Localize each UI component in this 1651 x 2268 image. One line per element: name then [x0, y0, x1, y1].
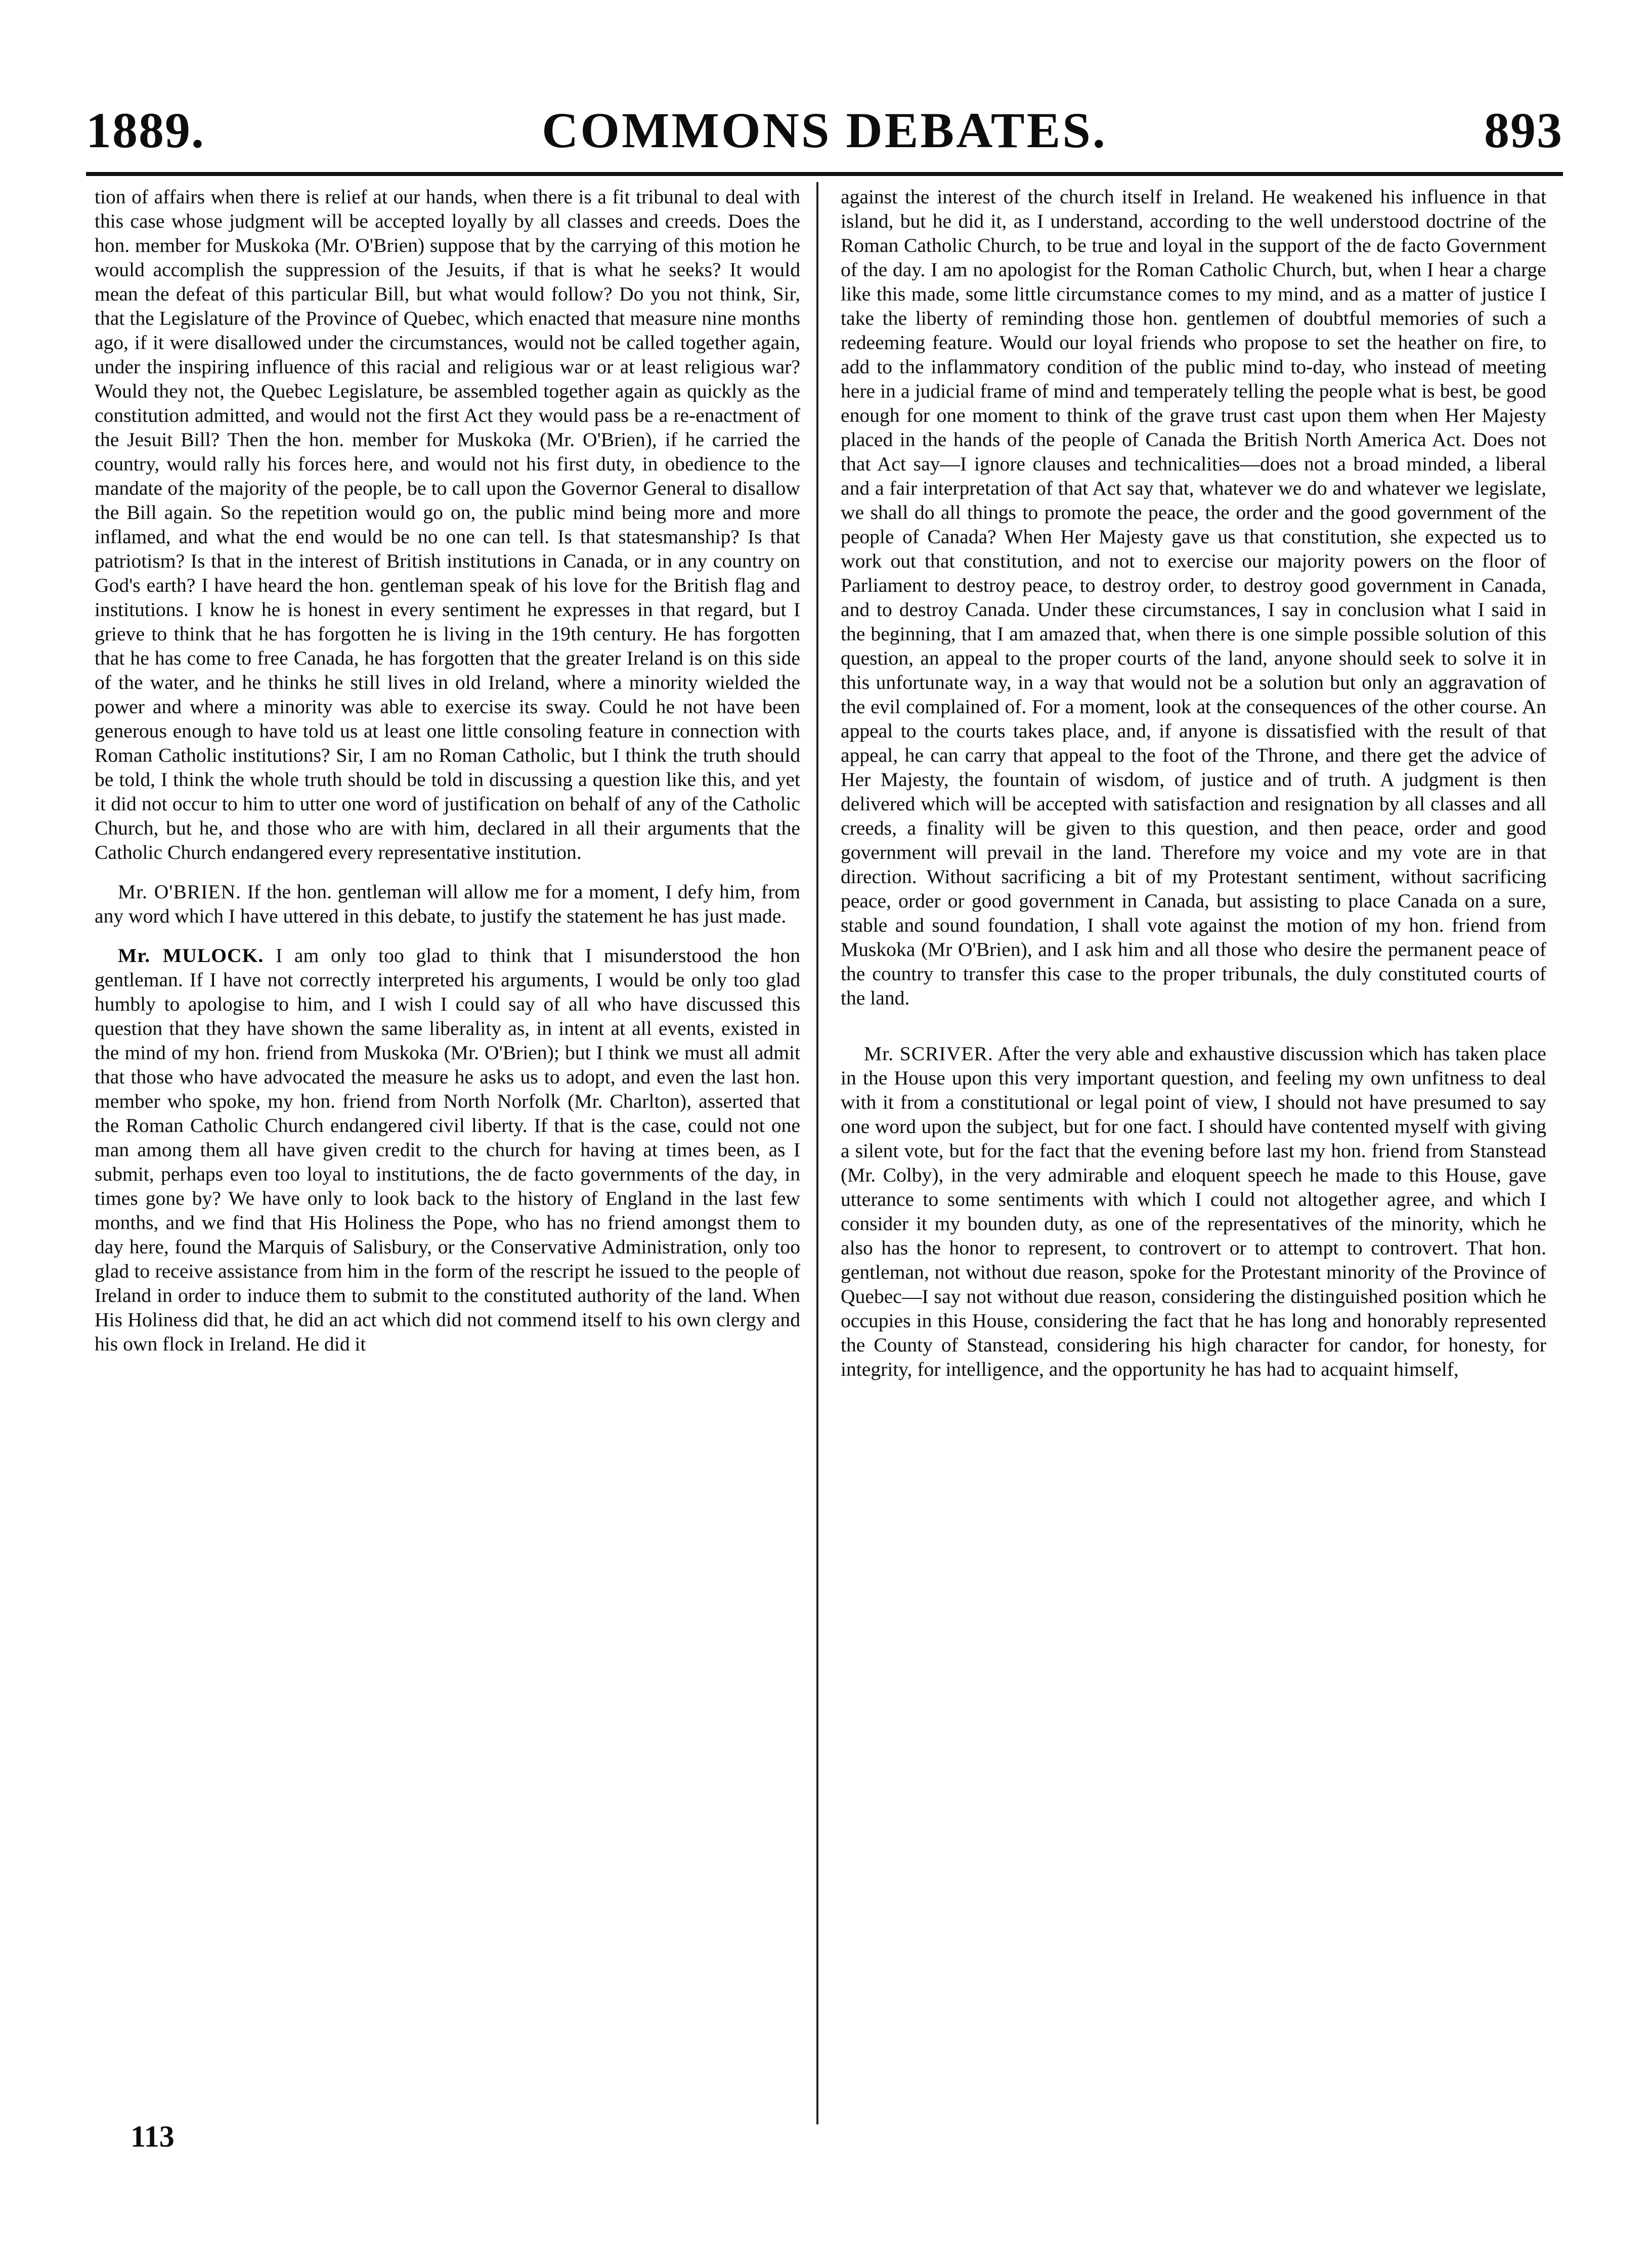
right-column	[841, 185, 1546, 2117]
speaker-obrien: Mr. O'BRIEN.	[118, 881, 242, 903]
signature-mark: 113	[131, 2120, 175, 2153]
header-year: 1889.	[86, 102, 205, 158]
column-divider	[816, 182, 818, 2124]
obrien-text: If the hon. gentleman will allow me for a moment, I defy him, from any word which I have uttered in this debate, to justify the statement he has just made.	[95, 881, 800, 927]
speaker-scriver: Mr. SCRIVER.	[864, 1042, 993, 1065]
page-header	[86, 96, 1563, 172]
left-paragraph-1: tion of affairs when there is relief at our hands, when there is a fit tribunal to deal with this case whose judgment will be accepted loyally by all classes and creeds. Does the hon. member for Muskoka (Mr. O'Brien) suppose that by the carrying of this motion he would accomplish the suppression of the Jesuits, if that is what he seeks? It would mean the defeat of this particular Bill, but what would follow? Do you not think, Sir, that the Legislature of the Province of Quebec, which enacted that measure nine months ago, if it were disallowed under the circumstances, would not be called together again, under the inspiring influence of this racial and religious war or at least religious war? Would they not, the Quebec Legislature, be assembled together again as quickly as the constitution admitted, and would not the first Act they would pass be a re-enactment of the Jesuit Bill? Then the hon. member for Muskoka (Mr. O'Brien), if he carried the country, would rally his forces here, and would not his first duty, in obedience to the mandate of the majority of the people, be to call upon the Governor General to disallow the Bill again. So the repetition would go on, the public mind being more and more inflamed, and what the end would be no one can tell. Is that statesmanship? Is that patriotism? Is that in the interest of British institutions in Canada, or in any country on God's earth? I have heard the hon. gentleman speak of his love for the British flag and institutions. I know he is honest in every sentiment he expresses in that regard, but I grieve to think that he has forgotten he is living in the 19th century. He has forgotten that he has come to free Canada, he has forgotten that the greater Ireland is on this side of the water, and he thinks he still lives in old Ireland, where a minority wielded the power and where a minority was able to exercise its sway. Could he not have been generous enough to have told us at least one little consoling feature in connection with Roman Catholic institutions? Sir, I am no Roman Catholic, but I think the truth should be told, I think the whole truth should be told in discussing a question like this, and yet it did not occur to him to utter one word of justification on behalf of any of the Catholic Church, but he, and those who are with him, declared in all their arguments that the Catholic Church endangered every representative institution.	[95, 186, 800, 863]
header-title: COMMONS DEBATES.	[542, 102, 1107, 158]
right-paragraph-1: against the interest of the church itself in Ireland. He weakened his influence in that island, but he did it, as I understand, according to the well understood doctrine of the Roman Catholic Church, to be true and loyal in the support of the de facto Government of the day. I am no apologist for the Roman Catholic Church, but, when I hear a charge like this made, some little circumstance comes to my mind, and as a matter of justice I take the liberty of reminding those hon. gentlemen of doubtful memories of such a redeeming feature. Would our loyal friends who propose to set the heather on fire, to add to the inflammatory condition of the public mind to-day, who instead of meeting here in a judicial frame of mind and temperately telling the people what is best, be good enough for one moment to think of the grave trust cast upon them when Her Majesty placed in the hands of the people of Canada the British North America Act. Does not that Act say—I ignore clauses and technicalities—does not a broad minded, a liberal and a fair interpretation of that Act say that, whatever we do and whatever we legislate, we shall do all things to promote the peace, the order and the good government of the people of Canada? When Her Majesty gave us that constitution, she expected us to work out that constitution, and not to exercise our majority powers on the floor of Parliament to destroy peace, to destroy order, to destroy good government in Canada, and to destroy Canada. Under these circumstances, I say in conclusion what I said in the beginning, that I am amazed that, when there is one simple possible solution of this question, an appeal to the proper courts of the land, anyone should seek to solve it in this unfortunate way, in a way that would not be a solution but only an aggravation of the evil complained of. For a moment, look at the consequences of the other course. An appeal to the courts takes place, and, if anyone is dissatisfied with the result of that appeal, he can carry that appeal to the foot of the Throne, and there get the advice of Her Majesty, the fountain of wisdom, of justice and of truth. A judgment is then delivered which will be accepted with satisfaction and resignation by all classes and all creeds, a finality will be given to this question, and then peace, order and good government will prevail in the land. Therefore my voice and my vote are in that direction. Without sacrificing a bit of my Protestant sentiment, without sacrificing peace, order or good government in Canada, but assisting to place Canada on a sure, stable and sound foundation, I shall vote against the motion of my hon. friend from Muskoka (Mr O'Brien), and I ask him and all those who desire the permanent peace of the country to transfer this case to the proper tribunals, the duly constituted courts of the land.	[841, 186, 1546, 1009]
header-page-number: 893	[1484, 102, 1563, 158]
mulock-text: I am only too glad to think that I misunderstood the hon gentleman. If I have not correctly interpreted his arguments, I would be only too glad humbly to apologise to him, and I wish I could say of all who have discussed this question that they have shown the same liberality as, in intent at all events, existed in the mind of my hon. friend from Muskoka (Mr. O'Brien); but I think we must all admit that those who have advocated the measure he asks us to adopt, and even the last hon. member who spoke, my hon. friend from North Norfolk (Mr. Charlton), asserted that the Roman Catholic Church endangered civil liberty. If that is the case, could not one man among them all have given credit to the church for having at times been, as I submit, perhaps even too loyal to institutions, the de facto governments of the day, in times gone by? We have only to look back to the history of England in the last few months, and we find that His Holiness the Pope, who has no friend amongst them to day here, found the Marquis of Salisbury, or the Conservative Administration, only too glad to receive assistance from him in the form of the rescript he issued to the people of Ireland in order to induce them to submit to the constituted authority of the land. When His Holiness did that, he did an act which did not commend itself to his own clergy and his own flock in Ireland. He did it	[95, 944, 800, 1355]
header-rule	[86, 172, 1563, 176]
speaker-mulock: Mr. MULOCK.	[118, 944, 264, 967]
obrien-statement	[95, 880, 800, 928]
scriver-text: After the very able and exhaustive discussion which has taken place in the House upon this very important question, and feeling my own unfitness to deal with it from a constitutional or legal point of view, I should not have presumed to say one word upon the subject, but for one fact. I should have contented myself with giving a silent vote, but for the fact that the evening before last my hon. friend from Stanstead (Mr. Colby), in the very admirable and eloquent speech he made to this House, gave utterance to some sentiments with which I could not altogether agree, and which I consider it my bounden duty, as one of the representatives of the minority, which he also has the honor to represent, to controvert or to attempt to controvert. That hon. gentleman, not without due reason, spoke for the Protestant minority of the Province of Quebec—I say not without due reason, considering the distinguished position which he occupies in this House, considering the fact that he has long and honorably represented the County of Stanstead, considering his high character for candor, for honesty, for integrity, for intelligence, and the opportunity he has had to acquaint himself,	[841, 1042, 1546, 1380]
scriver-statement	[841, 1041, 1546, 1381]
mulock-statement	[95, 943, 800, 1356]
left-column	[95, 185, 800, 2117]
